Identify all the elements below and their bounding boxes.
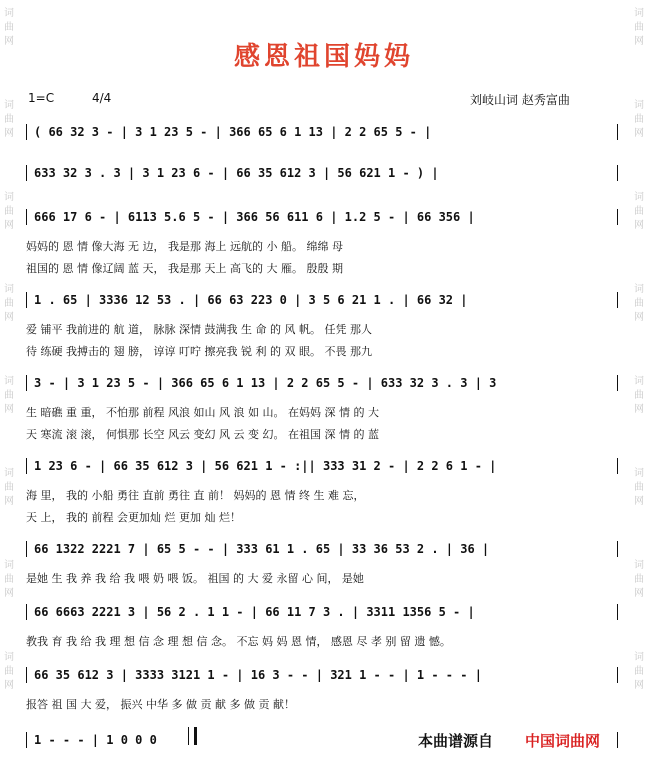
watermark-char: 词: [634, 560, 644, 571]
watermark-char: 网: [634, 312, 644, 323]
notation-row: [26, 600, 618, 624]
lyric-line: 待 练硬 我搏击的 翅 膀， 谆谆 叮咛 擦亮我 锐 利 的 双 眼。 不畏 那九: [26, 345, 372, 358]
credits: 刘岐山词 赵秀富曲: [470, 93, 570, 107]
notation-text: 1 . 65 | 3336 12 53 . | 66 63 223 0 | 3 5 6 21 1 . | 66 32 |: [34, 293, 468, 307]
watermark-char: 网: [4, 680, 14, 691]
watermark-char: 曲: [4, 574, 14, 585]
notation-row: [26, 120, 618, 144]
watermark-char: 网: [634, 36, 644, 47]
watermark-char: 曲: [634, 482, 644, 493]
watermark-char: 词: [634, 100, 644, 111]
source-label: 本曲谱源自: [418, 732, 494, 750]
lyric-line: 爱 铺平 我前进的 航 道， 脉脉 深情 鼓满我 生 命 的 风 帆。 任凭 那人: [26, 323, 372, 336]
watermark-char: 词: [634, 192, 644, 203]
watermark-char: 网: [4, 36, 14, 47]
notation-row: [26, 454, 618, 478]
watermark-char: 曲: [4, 298, 14, 309]
watermark-char: 网: [634, 680, 644, 691]
notation-text: 66 6663 2221 3 | 56 2 . 1 1 - | 66 11 7 3 . | 3311 1356 5 - |: [34, 605, 475, 619]
notation-text: 66 35 612 3 | 3333 3121 1 - | 16 3 - - | 321 1 - - | 1 - - - |: [34, 668, 482, 682]
notation-row: [26, 205, 618, 229]
watermark-left: [2, 0, 16, 778]
watermark-char: 词: [4, 376, 14, 387]
watermark-char: 网: [4, 588, 14, 599]
lyric-line: 报答 祖 国 大 爱， 振兴 中华 多 做 贡 献 多 做 贡 献！: [26, 698, 295, 711]
notation-row: [26, 371, 618, 395]
watermark-char: 词: [4, 284, 14, 295]
watermark-char: 曲: [4, 482, 14, 493]
watermark-char: 词: [4, 8, 14, 19]
watermark-char: 词: [4, 560, 14, 571]
watermark-char: 曲: [4, 114, 14, 125]
notation-row: [26, 161, 618, 185]
lyric-line: 教我 育 我 给 我 理 想 信 念 理 想 信 念。 不忘 妈 妈 恩 情， 感恩 尽 孝 别 留 遗 憾。: [26, 635, 451, 648]
notation-text: 1 - - - | 1 0 0 0: [34, 733, 157, 747]
watermark-char: 网: [4, 404, 14, 415]
watermark-char: 曲: [4, 206, 14, 217]
watermark-char: 曲: [4, 390, 14, 401]
song-title: 感恩祖国妈妈: [233, 42, 414, 72]
watermark-char: 词: [4, 192, 14, 203]
notation-row: [26, 537, 618, 561]
lyric-line: 祖国的 恩 情 像辽阔 蓝 天， 我是那 天上 高飞的 大 雁。 殷殷 期: [26, 262, 343, 275]
time-signature: 4/4: [92, 91, 112, 105]
watermark-char: 词: [4, 468, 14, 479]
lyric-line: 海 里， 我的 小船 勇往 直前 勇往 直 前！ 妈妈的 恩 情 终 生 难 忘，: [26, 489, 365, 502]
watermark-char: 网: [634, 496, 644, 507]
notation-text: ( 66 32 3 - | 3 1 23 5 - | 366 65 6 1 13 | 2 2 65 5 - |: [34, 125, 432, 139]
notation-row: [26, 663, 618, 687]
watermark-char: 曲: [634, 22, 644, 33]
notation-row: [26, 288, 618, 312]
watermark-char: 词: [4, 100, 14, 111]
watermark-char: 曲: [634, 114, 644, 125]
watermark-char: 词: [4, 652, 14, 663]
lyric-line: 是她 生 我 养 我 给 我 喂 奶 喂 饭。 祖国 的 大 爱 永留 心 间， 是她: [26, 572, 364, 585]
watermark-char: 词: [634, 468, 644, 479]
watermark-char: 曲: [634, 574, 644, 585]
watermark-char: 曲: [634, 206, 644, 217]
watermark-char: 曲: [634, 390, 644, 401]
notation-text: 66 1322 2221 7 | 65 5 - - | 333 61 1 . 65 | 33 36 53 2 . | 36 |: [34, 542, 490, 556]
lyric-line: 天 上， 我的 前程 会更加灿 烂 更加 灿 烂！: [26, 511, 241, 524]
notation-text: 633 32 3 . 3 | 3 1 23 6 - | 66 35 612 3 | 56 621 1 - ) |: [34, 166, 439, 180]
watermark-char: 词: [634, 8, 644, 19]
lyric-line: 生 暗礁 重 重， 不怕那 前程 风浪 如山 风 浪 如 山。 在妈妈 深 情 的 大: [26, 406, 379, 419]
lyric-line: 妈妈的 恩 情 像大海 无 边， 我是那 海上 远航的 小 船。 绵绵 母: [26, 240, 343, 253]
watermark-char: 网: [4, 128, 14, 139]
notation-text: 3 - | 3 1 23 5 - | 366 65 6 1 13 | 2 2 65 5 - | 633 32 3 . 3 | 3: [34, 376, 497, 390]
watermark-char: 网: [4, 312, 14, 323]
watermark-char: 曲: [634, 666, 644, 677]
watermark-char: 词: [634, 284, 644, 295]
watermark-char: 网: [4, 220, 14, 231]
notation-text: 1 23 6 - | 66 35 612 3 | 56 621 1 - :|| 333 31 2 - | 2 2 6 1 - |: [34, 459, 497, 473]
watermark-char: 网: [634, 220, 644, 231]
notation-text: 666 17 6 - | 6113 5.6 5 - | 366 56 611 6 | 1.2 5 - | 66 356 |: [34, 210, 475, 224]
watermark-char: 网: [634, 588, 644, 599]
watermark-char: 曲: [4, 666, 14, 677]
watermark-char: 词: [634, 376, 644, 387]
watermark-char: 网: [634, 404, 644, 415]
watermark-right: [632, 0, 646, 778]
final-barline: [188, 727, 197, 745]
watermark-char: 词: [634, 652, 644, 663]
source-site-link[interactable]: 中国词曲网: [525, 732, 601, 750]
watermark-char: 曲: [4, 22, 14, 33]
key-signature: 1=C: [28, 91, 55, 105]
watermark-char: 曲: [634, 298, 644, 309]
watermark-char: 网: [634, 128, 644, 139]
watermark-char: 网: [4, 496, 14, 507]
lyric-line: 天 寒流 滚 滚， 何惧那 长空 风云 变幻 风 云 变 幻。 在祖国 深 情 的 蓝: [26, 428, 379, 441]
